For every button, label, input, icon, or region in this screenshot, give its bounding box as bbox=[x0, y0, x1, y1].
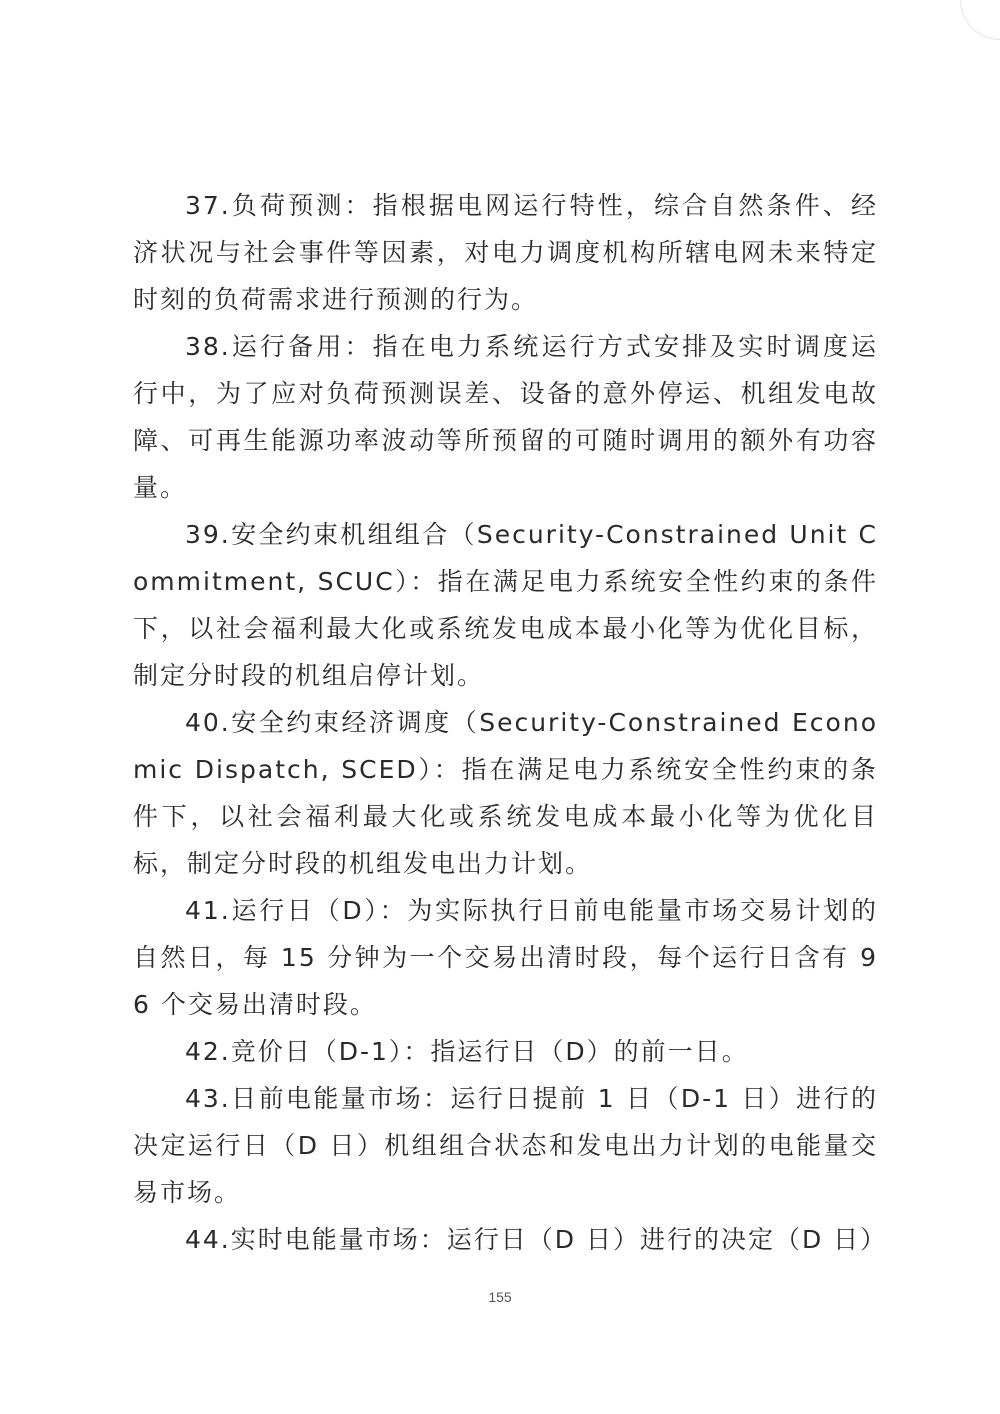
paragraph-39: 39.安全约束机组组合（Security-Constrained Unit Commitment, SCUC）：指在满足电力系统安全性约束的条件下，以社会福利最大化或系统发电成本最小化等为优化目标，制定分时段的机组启停计划。 bbox=[133, 520, 878, 690]
paragraph-38: 38.运行备用：指在电力系统运行方式安排及实时调度运行中，为了应对负荷预测误差、设备的意外停运、机组发电故障、可再生能源功率波动等所预留的可随时调用的额外有功容量。 bbox=[133, 332, 878, 502]
page-number: 155 bbox=[488, 1289, 512, 1305]
document-body bbox=[133, 182, 888, 1263]
paragraph-41: 41.运行日（D）：为实际执行日前电能量市场交易计划的自然日，每 15 分钟为一个交易出清时段，每个运行日含有 96 个交易出清时段。 bbox=[133, 896, 878, 1019]
paragraph-43: 43.日前电能量市场：运行日提前 1 日（D-1 日）进行的决定运行日（D 日）机组组合状态和发电出力计划的电能量交易市场。 bbox=[133, 1084, 878, 1207]
paragraph-42: 42.竞价日（D-1）：指运行日（D）的前一日。 bbox=[185, 1037, 749, 1066]
page-corner-mark bbox=[960, 0, 1000, 40]
paragraph-37: 37.负荷预测：指根据电网运行特性，综合自然条件、经济状况与社会事件等因素，对电力调度机构所辖电网未来特定时刻的负荷需求进行预测的行为。 bbox=[133, 191, 878, 314]
paragraph-40: 40.安全约束经济调度（Security-Constrained Economic Dispatch, SCED）：指在满足电力系统安全性约束的条件下，以社会福利最大化或系统发电成本最小化等为优化目标，制定分时段的机组发电出力计划。 bbox=[133, 708, 878, 878]
paragraph-44: 44.实时电能量市场：运行日（D 日）进行的决定（D 日） bbox=[185, 1225, 888, 1254]
